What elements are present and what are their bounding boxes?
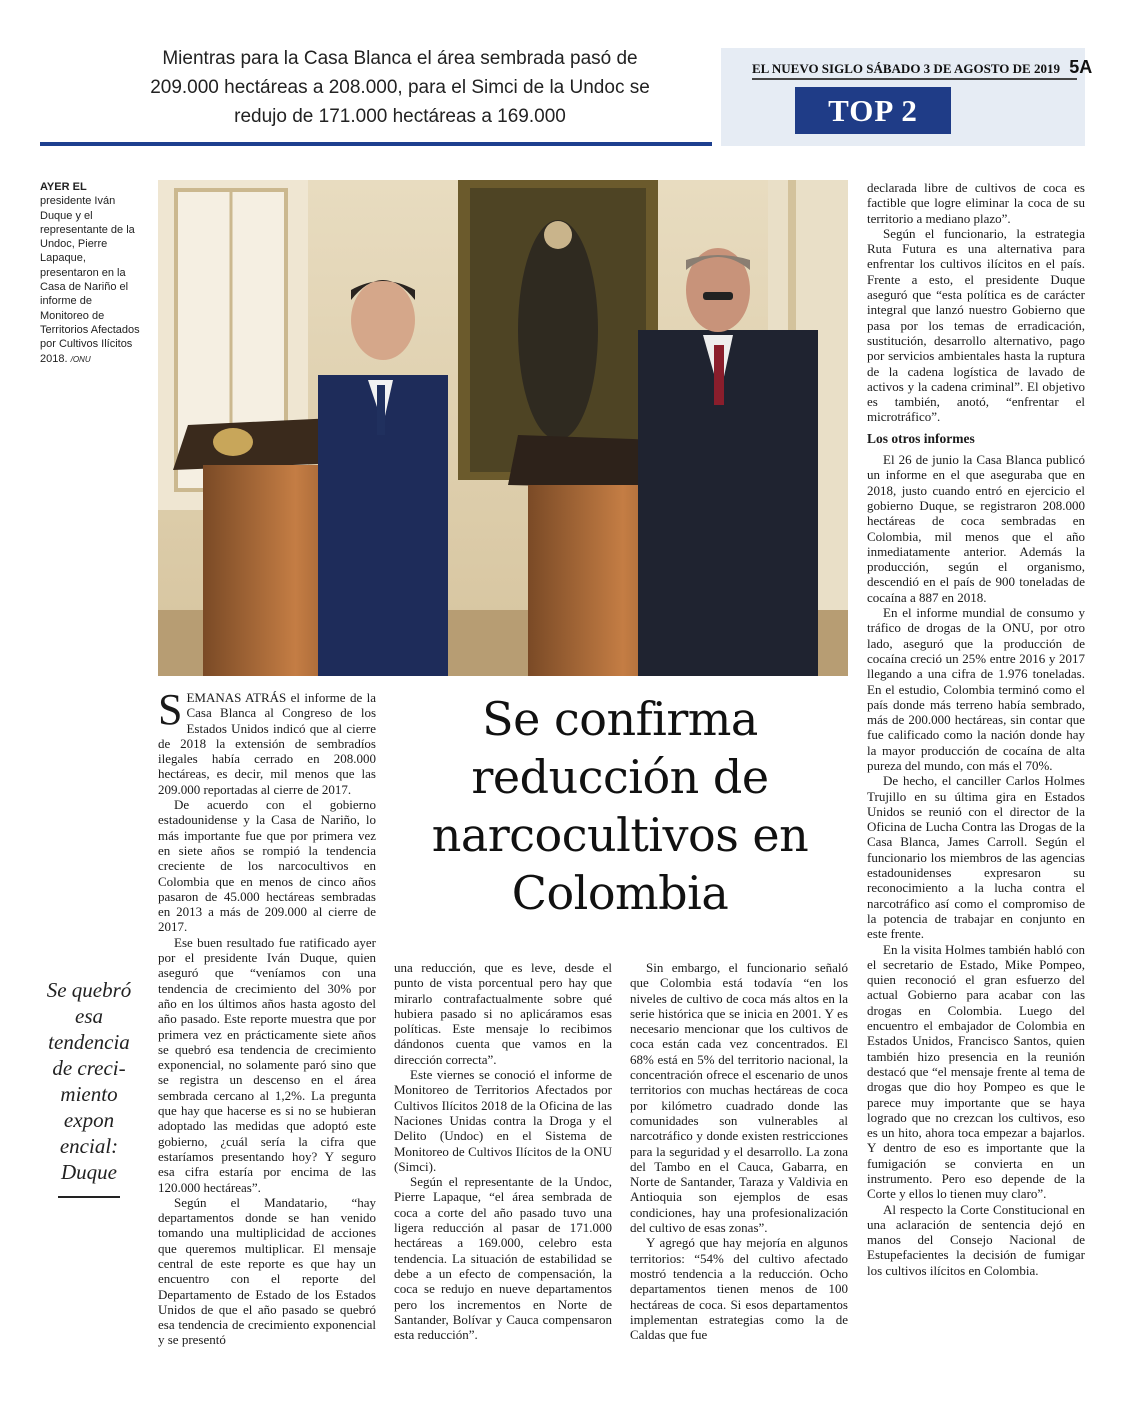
publication-name: EL NUEVO SIGLO <box>752 61 863 76</box>
article-column-3 <box>630 960 848 1342</box>
article-paragraph: De acuerdo con el gobierno estadounidense y la Casa de Nariño, lo más importante fue que por primera vez en siete años se rompió la tendencia creciente de los narcocultivos en Colombia que en menos de cinco años pasaron de 45.000 hectáreas sembradas en 2013 a más de 209.000 al cierre de 2017. <box>158 797 376 935</box>
article-paragraph: Al respecto la Corte Constitucional en una aclaración de sentencia dejó en manos del Consejo Nacional de Estupefacientes la decisión de fumigar los cultivos ilícitos en Colombia. <box>867 1201 1085 1278</box>
caption-credit: /ONU <box>70 354 91 364</box>
lead-in: EMANAS ATRÁS <box>186 690 287 705</box>
caption-text: presidente Iván Duque y el representante de la Undoc, Pierre Lapaque, presentaron en la Casa de Nariño el informe de Monitoreo de Territorios Afectados por Cultivos Ilícitos 2018. <box>40 195 140 365</box>
article-paragraph: Y agregó que hay mejoría en algunos territorios: “54% del cultivo afectado mostró tendencia a la reducción. Ocho departamentos tienen menos de 100 hectáreas de coca. Si esos departamentos implementan estrategias como la de Caldas que fue <box>630 1235 848 1343</box>
article-paragraph: De hecho, el canciller Carlos Holmes Trujillo en su última gira en Estados Unidos se reunió con el director de la Oficina de Lucha Contra las Drogas de la Casa Blanca, James Carroll. Según el funcionario los miembros de las agencias estadounidenses expresaron su reconocimiento a la lucha contra el narcotráfico así como el compromiso de la potencia de trabajar en conjunto en este frente. <box>867 773 1085 942</box>
article-paragraph: Ese buen resultado fue ratificado ayer por el presidente Iván Duque, quien aseguró que “veníamos con una tendencia de crecimiento del 30% por año en los últimos años hasta agosto del año pasado. Este reporte muestra que por primera vez en prácticamente siete años se quebró esa tendencia de crecimiento exponencial, no solamente paró sino que se registra un descenso en el área sembrada cercano al 1,2%. La pregunta que hay que hacerse es si no se hubieran adoptado las medidas que adoptó este gobierno, ¿cuál sería la cifra que estaríamos presentando hoy? Y seguro esa cifra estaría por encima de las 120.000 hectáreas”. <box>158 934 376 1195</box>
article-paragraph: declarada libre de cultivos de coca es factible que logre eliminar la coca de su territorio a mediano plazo”. <box>867 180 1085 226</box>
article-paragraph <box>158 685 376 797</box>
pull-quote-divider <box>58 1196 120 1198</box>
press-conference-photo <box>158 180 848 676</box>
article-paragraph: En la visita Holmes también habló con el secretario de Estado, Mike Pompeo, quien reconoció el gran esfuerzo del actual Gobierno para acabar con las drogas en Colombia. Luego del encuentro el embajador de Colombia en Estados Unidos, Francisco Santos, quien también hizo presencia en la reunión destacó que “el mensaje frente al tema de drogas que dio hoy Pompeo es que le parece muy importante que se haya logrado que no crezcan los cultivos, eso es un hito, ahora toca empezar a bajarlos. Y dentro de eso es importante que la fumigación se convierta en un instrumento. Pero eso depende de la Corte y ellos lo tienen muy claro”. <box>867 941 1085 1202</box>
article-column-1 <box>158 685 376 1348</box>
article-column-2 <box>394 960 612 1342</box>
paragraph-text: el informe de la Casa Blanca al Congreso de los Estados Unidos indicó que al cierre de 2018 la extensión de sembradíos ilegales había cerrado en 208.000 hectáreas, es decir, mil menos que las 209.000 reportadas al cierre de 2017. <box>158 690 376 797</box>
article-paragraph: Según el Mandatario, “hay departamentos donde se han venido tomando una multiplicidad de acciones que queremos multiplicar. El mensaje central de este reporte es que hay un encuentro con el reporte del Departamento de Estado de los Estados Unidos de que el año pasado se quebró esa tendencia de crecimiento exponencial y se presentó <box>158 1194 376 1348</box>
article-paragraph: Según el funcionario, la estrategia Ruta Futura es una alternativa para enfrentar los cultivos ilícitos en el país. Frente a esto, el presidente Duque aseguró que “esta política es de carácter integral que lanzó nuestro Gobierno que pasa por los temas de erradicación, sustitución, desarrollo alternativo, pago por servicios ambientales hasta la ruptura de la cadena logística de lavado de activos y la cadena criminal”. El objetivo es también, anotó, “enfrentar el microtráfico”. <box>867 225 1085 425</box>
masthead-divider <box>752 78 1077 80</box>
article-paragraph: una reducción, que es leve, desde el punto de vista porcentual pero hay que mirarlo contrafactualmente sobre qué hubiera pasado si no aplicáramos esas políticas. Este mensaje lo recibimos dándonos cuenta que vamos en la dirección correcta”. <box>394 960 612 1067</box>
article-column-4 <box>867 180 1085 1278</box>
article-paragraph: El 26 de junio la Casa Blanca publicó un informe en el que aseguraba que en 2018, justo cuando entró en ejercicio el gobierno Duque, se registraron 208.000 hectáreas de coca sembradas en Colombia, mil menos que el año inmediatamente anterior. Además la producción, según el organismo, descendió en el país de 900 toneladas de cocaína a 887 en 2018. <box>867 452 1085 605</box>
article-paragraph: Este viernes se conoció el informe de Monitoreo de Territorios Afectados por Cultivos Ilícitos 2018 de la Oficina de las Naciones Unidas contra la Droga y el Delito (Undoc) en el Sistema de Monitoreo de Cultivos Ilícitos de la ONU (Simci). <box>394 1067 612 1174</box>
article-paragraph: Sin embargo, el funcionario señaló que Colombia está todavía “en los niveles de cultivo de coca más altos en la serie histórica que se inicia en 2001. Y es necesario mencionar que los cultivos de coca están cada vez concentrados. El 68% está en 5% del territorio nacional, la concentración ofrece el escenario de unos territorios con muchas hectáreas de coca por kilómetro cuadrado donde las comunidades son vulnerables al narcotráfico y donde existen restricciones para la seguridad y el desarrollo. La zona del Tambo en el Cauca, Gabarra, en Norte de Santander, Taraza y Valdivia en Antioquia son ejemplos de esas condiciones, hay una profesionalización del cultivo de esas zonas”. <box>630 960 848 1236</box>
pull-quote: Se quebró esa tendencia de creci-miento expon encial: Duque <box>46 978 132 1184</box>
deck-text: Mientras para la Casa Blanca el área sembrada pasó de 209.000 hectáreas a 208.000, para el Simci de la Undoc se redujo de 171.000 hectáreas a 169.000 <box>150 48 650 127</box>
drop-cap: S <box>158 685 183 734</box>
caption-lead: AYER EL <box>40 181 87 193</box>
photo-caption <box>40 180 140 367</box>
publication-date: SÁBADO 3 DE AGOSTO DE 2019 <box>866 61 1060 76</box>
deck-divider <box>40 142 712 146</box>
headline: Se confirma reducción de narcocultivos en Colombia <box>431 692 809 920</box>
subheading: Los otros informes <box>867 430 975 446</box>
article-paragraph: Según el representante de la Undoc, Pierre Lapaque, “el área sembrada de coca a corte del año pasado tuvo una ligera reducción al pasar de 171.000 hectáreas a 169.000, celebro esta tendencia. La situación de estabilidad se debe a un efecto de compensación, la coca se redujo en nueve departamentos pero los incrementos en Norte de Santander, Bolívar y Cauca compensaron esta reducción”. <box>394 1174 612 1343</box>
page-number: 5A <box>1069 57 1093 77</box>
article-paragraph: En el informe mundial de consumo y tráfico de drogas de la ONU, por otro lado, aseguró que la producción de cocaína creció un 25% entre 2016 y 2017 llegando a una cifra de 1.976 toneladas. En el estudio, Colombia terminó como el país donde más terreno había sembrado, más de 200.000 hectáreas, sin contar que fue calificado como la nación donde hay la mayor producción de cocaína de alta pureza del mundo, con más el 70%. <box>867 605 1085 773</box>
section-badge: TOP 2 <box>795 87 951 134</box>
masthead-line <box>752 57 1093 78</box>
